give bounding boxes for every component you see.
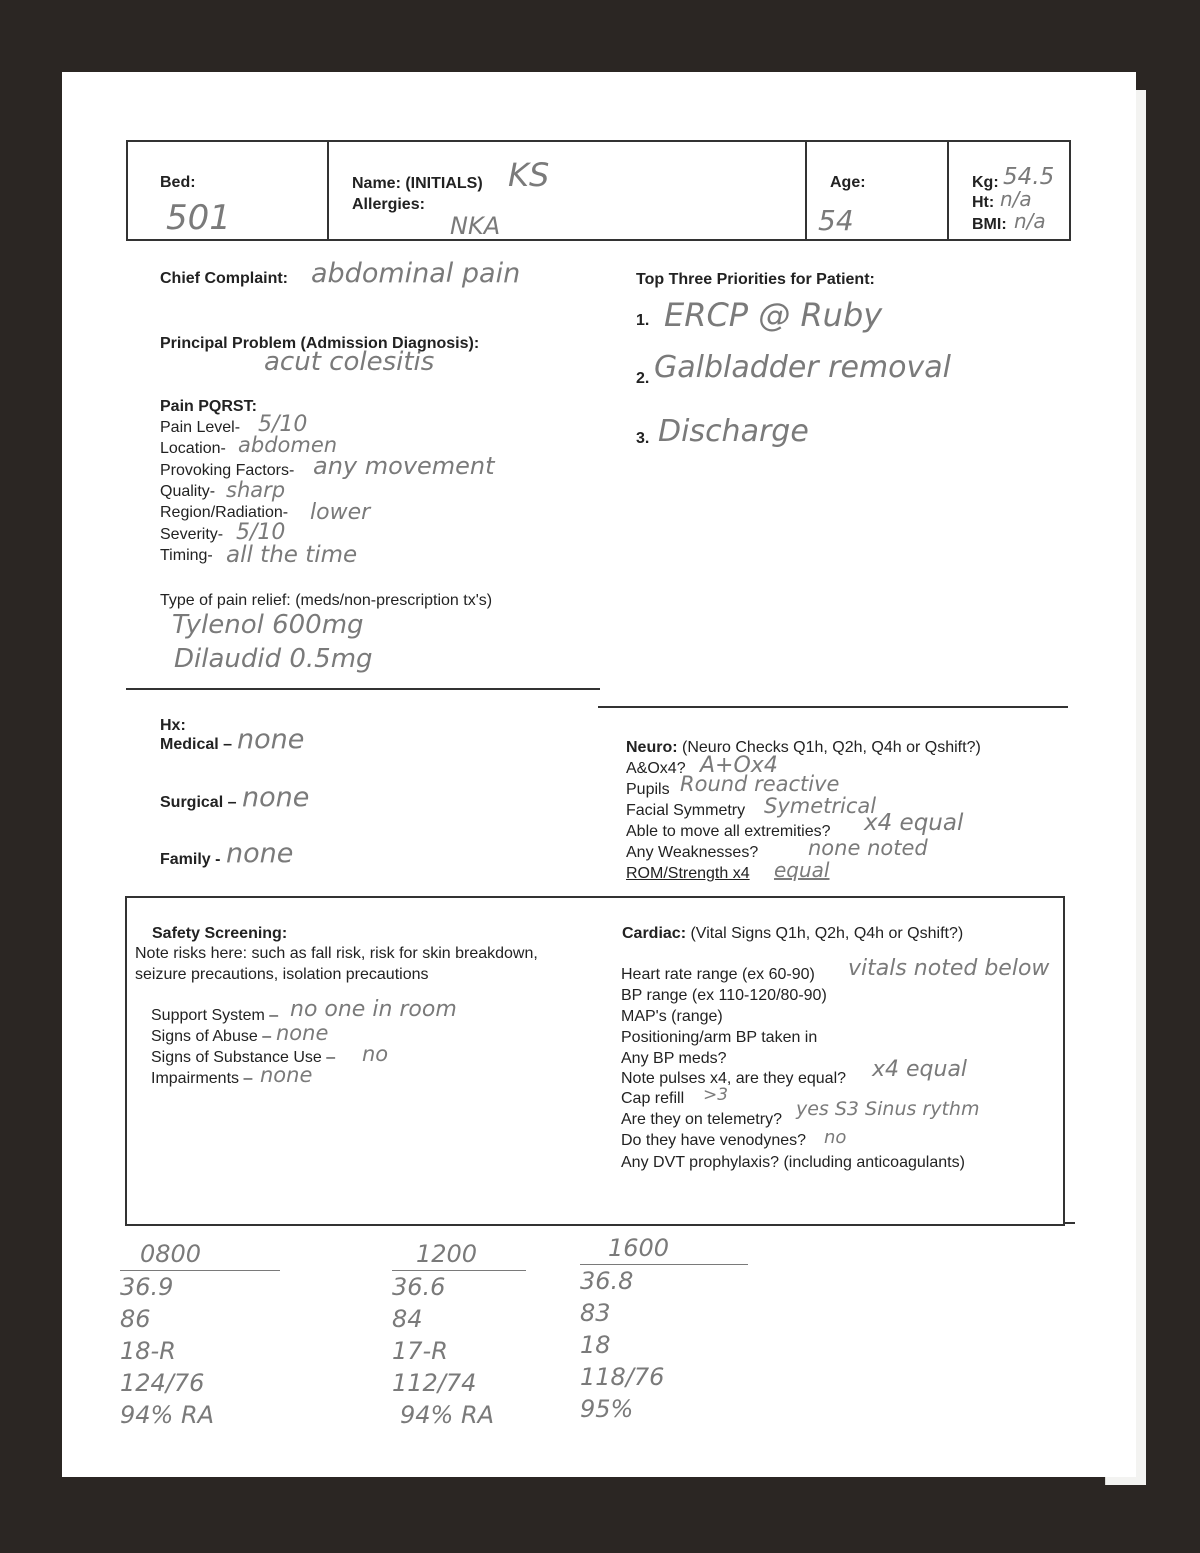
- facial-symmetry-label: Facial Symmetry: [626, 802, 746, 819]
- pain-title: Pain PQRST:: [160, 398, 257, 415]
- bed-label: Bed:: [160, 174, 196, 191]
- neuro-title: [626, 737, 981, 758]
- priorities-title: Top Three Priorities for Patient:: [636, 271, 875, 288]
- cap-refill-value: >3: [703, 1085, 729, 1105]
- pulses-label: Note pulses x4, are they equal?: [621, 1070, 847, 1087]
- aox4-value: A+Ox4: [700, 753, 778, 778]
- bmi-value: n/a: [1014, 209, 1046, 233]
- cap-refill-label: Cap refill: [621, 1090, 685, 1107]
- impairments-label: Impairments –: [151, 1070, 253, 1087]
- neuro-title-bold: Neuro:: [626, 739, 678, 756]
- ht-label: Ht:: [972, 194, 995, 211]
- severity-label: Severity-: [160, 526, 224, 543]
- heart-rate-label: Heart rate range (ex 60-90): [621, 966, 815, 983]
- vitals-spo2: 94% RA: [120, 1401, 215, 1429]
- family-history-label: Family -: [160, 851, 221, 868]
- bed-value: 501: [166, 198, 231, 238]
- severity-value: 5/10: [236, 520, 286, 545]
- pain-relief-value: Dilaudid 0.5mg: [174, 644, 373, 674]
- vitals-resp: 18: [580, 1331, 611, 1359]
- pain-relief-value: Tylenol 600mg: [172, 610, 364, 640]
- age-value: 54: [818, 204, 854, 237]
- allergies-value: NKA: [450, 212, 501, 240]
- priority-value: Discharge: [658, 414, 809, 449]
- substance-use-value: no: [362, 1042, 389, 1066]
- move-extremities-value: x4 equal: [864, 810, 964, 836]
- substance-use-label: Signs of Substance Use –: [151, 1049, 336, 1066]
- priority-value: Galbladder removal: [654, 350, 951, 385]
- positioning-label: Positioning/arm BP taken in: [621, 1029, 818, 1046]
- support-system-label: Support System –: [151, 1007, 279, 1024]
- allergies-label: Allergies:: [352, 196, 425, 213]
- heart-rate-value: vitals noted below: [848, 956, 1050, 981]
- region-radiation-value: lower: [310, 500, 371, 525]
- principal-problem-value: acut colesitis: [264, 347, 435, 377]
- header-top-border: [126, 140, 1071, 142]
- bp-range-label: BP range (ex 110-120/80-90): [621, 987, 827, 1004]
- quality-value: sharp: [226, 478, 286, 502]
- header-bottom-border: [126, 239, 1071, 241]
- name-value: KS: [508, 156, 550, 194]
- history-title: Hx:: [160, 717, 186, 734]
- vitals-time: 1600: [580, 1232, 748, 1265]
- vitals-temp: 36.6: [392, 1273, 446, 1301]
- vitals-column: [120, 1238, 280, 1431]
- location-label: Location-: [160, 440, 226, 457]
- safety-title: Safety Screening:: [152, 925, 288, 942]
- cardiac-title: [622, 923, 963, 944]
- telemetry-value: yes S3 Sinus rythm: [796, 1098, 980, 1120]
- dvt-label: Any DVT prophylaxis? (including anticoagulants): [621, 1154, 965, 1171]
- signs-of-abuse-value: none: [276, 1021, 329, 1045]
- neuro-title-rest: (Neuro Checks Q1h, Q2h, Q4h or Qshift?): [677, 739, 981, 756]
- weaknesses-value: none noted: [808, 836, 928, 860]
- quality-label: Quality-: [160, 483, 216, 500]
- vitals-temp: 36.9: [120, 1273, 174, 1301]
- safety-note: seizure precautions, isolation precautions: [135, 966, 429, 983]
- chief-complaint-value: abdominal pain: [311, 258, 521, 289]
- header-divider: [947, 140, 949, 241]
- box-tail: [1065, 1222, 1075, 1224]
- vitals-heart-rate: 86: [120, 1305, 151, 1333]
- priority-value: ERCP @ Ruby: [664, 296, 883, 334]
- header-divider: [327, 140, 329, 241]
- vitals-time: 1200: [392, 1238, 526, 1271]
- header-divider: [1069, 140, 1071, 241]
- vitals-column: [580, 1232, 748, 1425]
- form-page: [62, 72, 1136, 1477]
- bmi-label: BMI:: [972, 216, 1007, 233]
- facial-symmetry-value: Symetrical: [764, 794, 877, 818]
- location-value: abdomen: [238, 433, 338, 457]
- header-divider: [126, 140, 128, 241]
- vitals-bp: 118/76: [580, 1363, 665, 1391]
- priority-number: 2.: [636, 370, 650, 387]
- rom-strength-label: ROM/Strength x4: [626, 865, 750, 882]
- vitals-resp: 18-R: [120, 1337, 176, 1365]
- cardiac-title-rest: (Vital Signs Q1h, Q2h, Q4h or Qshift?): [686, 925, 964, 942]
- provoking-factors-label: Provoking Factors-: [160, 462, 295, 479]
- vitals-temp: 36.8: [580, 1267, 634, 1295]
- principal-problem-label: Principal Problem (Admission Diagnosis):: [160, 335, 480, 352]
- priority-number: 1.: [636, 312, 650, 329]
- priority-number: 3.: [636, 430, 650, 447]
- surgical-history-label: Surgical –: [160, 794, 237, 811]
- medical-history-label: Medical –: [160, 736, 233, 753]
- impairments-value: none: [260, 1063, 313, 1087]
- vitals-heart-rate: 84: [392, 1305, 423, 1333]
- vitals-time: 0800: [120, 1238, 280, 1271]
- telemetry-label: Are they on telemetry?: [621, 1111, 782, 1128]
- vitals-bp: 124/76: [120, 1369, 205, 1397]
- timing-label: Timing-: [160, 547, 213, 564]
- venodynes-label: Do they have venodynes?: [621, 1132, 807, 1149]
- vitals-bp: 112/74: [392, 1369, 477, 1397]
- pupils-label: Pupils: [626, 781, 670, 798]
- kg-label: Kg:: [972, 174, 999, 191]
- medical-history-value: none: [237, 724, 305, 755]
- weaknesses-label: Any Weaknesses?: [626, 844, 759, 861]
- venodynes-value: no: [824, 1127, 847, 1148]
- provoking-factors-value: any movement: [313, 452, 495, 480]
- name-label: Name: (INITIALS): [352, 175, 483, 192]
- safety-note: Note risks here: such as fall risk, risk for skin breakdown,: [135, 945, 538, 962]
- vitals-spo2: 94% RA: [400, 1401, 495, 1429]
- rom-strength-value: equal: [774, 858, 830, 882]
- pupils-value: Round reactive: [680, 772, 840, 796]
- age-label: Age:: [830, 174, 866, 191]
- region-radiation-label: Region/Radiation-: [160, 504, 289, 521]
- family-history-value: none: [226, 838, 294, 869]
- pulses-value: x4 equal: [872, 1057, 968, 1082]
- cardiac-title-bold: Cardiac:: [622, 925, 687, 942]
- chief-complaint-label: Chief Complaint:: [160, 270, 288, 287]
- bp-meds-label: Any BP meds?: [621, 1050, 727, 1067]
- vitals-column: [392, 1238, 526, 1431]
- section-divider: [126, 688, 600, 690]
- surgical-history-value: none: [242, 782, 310, 813]
- aox4-label: A&Ox4?: [626, 760, 686, 777]
- section-divider: [598, 706, 1068, 708]
- move-extremities-label: Able to move all extremities?: [626, 823, 831, 840]
- pain-relief-label: Type of pain relief: (meds/non-prescription tx's): [160, 592, 493, 609]
- timing-value: all the time: [226, 542, 358, 568]
- pain-level-label: Pain Level-: [160, 419, 241, 436]
- maps-label: MAP's (range): [621, 1008, 723, 1025]
- signs-of-abuse-label: Signs of Abuse –: [151, 1028, 272, 1045]
- pain-level-value: 5/10: [258, 412, 308, 437]
- header-divider: [805, 140, 807, 241]
- support-system-value: no one in room: [290, 997, 457, 1022]
- kg-value: 54.5: [1003, 164, 1055, 190]
- vitals-resp: 17-R: [392, 1337, 448, 1365]
- vitals-heart-rate: 83: [580, 1299, 611, 1327]
- ht-value: n/a: [1000, 187, 1032, 211]
- vitals-spo2: 95%: [580, 1395, 634, 1423]
